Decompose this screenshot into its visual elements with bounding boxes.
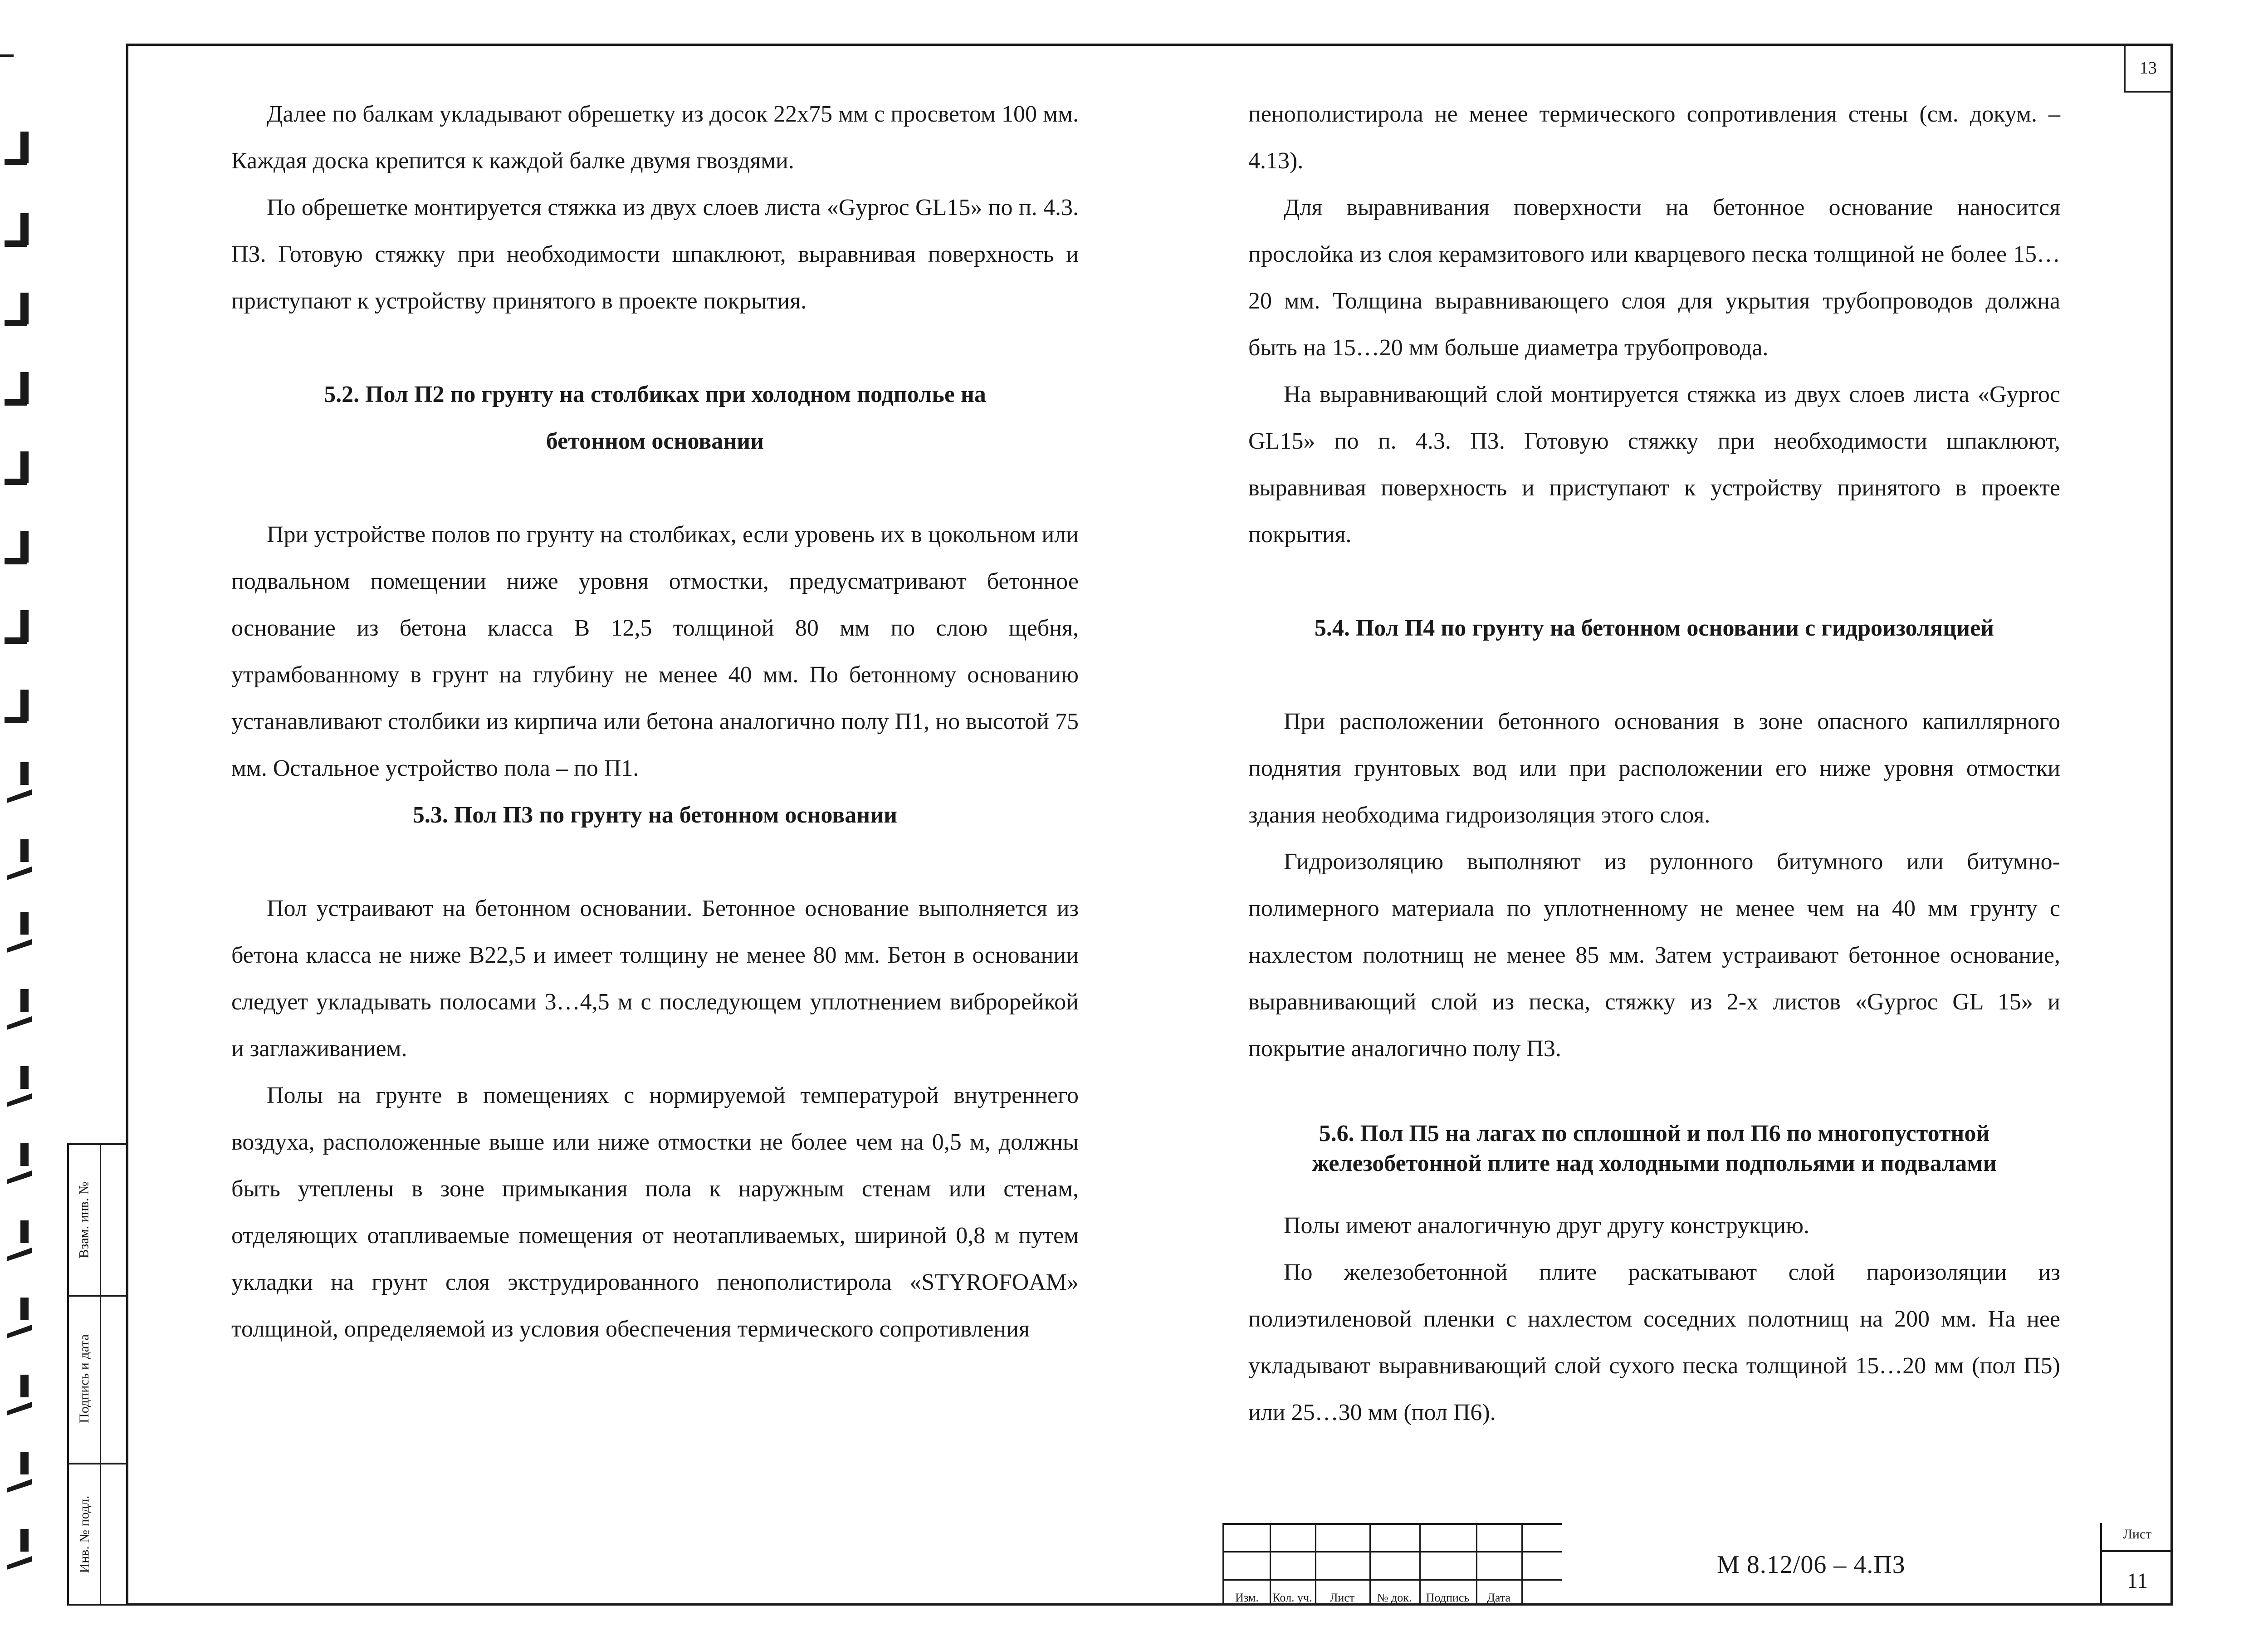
paragraph: По обрешетке монтируется стяжка из двух слоев листа «Gyproc GL15» по п. 4.3. ПЗ. Готовую стяжку при необходимости шпаклюют, выравнивая поверхность и приступают к устройству принятого в проекте покрытия. [231,195,1079,314]
paragraph: На выравнивающий слой монтируется стяжка из двух слоев листа «Gyproc GL15» по п. 4.3. ПЗ. Готовую стяжку при необходимости шпаклюют, выравнивая поверхность и приступают к устройству принятого в проекте покрытия. [1248,382,2060,548]
paragraph: Гидроизоляцию выполняют из рулонного битумного или битумно-полимерного материала по уплотненному не менее чем на 40 мм грунту с нахлестом полотнищ не менее 85 мм. Затем устраивают бетонное основание, выравнивающий слой из песка, стяжку из 2-х листов «Gyproc GL 15» и покрытие аналогично полу П3. [1248,849,2060,1062]
page-number: 13 [2140,59,2157,78]
paragraph: пенополистирола не менее термического сопротивления стены (см. докум. – 4.13). [1248,101,2060,174]
section-heading-5-4: 5.4. Пол П4 по грунту на бетонном основании с гидроизоляцией [1314,615,1994,641]
section-heading-5-2-cont: бетонном основании [546,428,764,454]
paragraph: Для выравнивания поверхности на бетонное основание наносится прослойка из слоя керамзитового или кварцевого песка толщиной не более 15…20 мм. Толщина выравнивающего слоя для укрытия трубопроводов должна быть на 15…20 мм больше диаметра трубопровода. [1248,195,2060,361]
sheet-number: 11 [2126,1569,2148,1593]
side-label-signature-date: Подпись и дата [77,1334,92,1423]
revision-table [1222,1523,1562,1606]
paragraph: При расположении бетонного основания в зоне опасного капиллярного поднятия грунтовых вод или при расположении его ниже уровня отмостки здания необходима гидроизоляция этого слоя. [1248,709,2060,828]
binding-marks [0,36,64,1624]
sheet-number-cell [2100,1523,2173,1606]
header-doc-number: № док. [1377,1591,1412,1604]
section-heading-5-6: 5.6. Пол П5 на лагах по сплошной и пол П6 по многопустотной [1319,1121,1990,1146]
paragraph: Далее по балкам укладывают обрешетку из досок 22х75 мм с просветом 100 мм. Каждая доска крепится к каждой балке двумя гвоздями. [231,101,1079,174]
header-sheet: Лист [1330,1591,1355,1604]
left-column [231,91,1079,1352]
header-date: Дата [1487,1591,1510,1604]
document-code: М 8.12/06 – 4.ПЗ [1717,1551,1906,1579]
paragraph: Полы на грунте в помещениях с нормируемой температурой внутреннего воздуха, расположенные выше или ниже отмостки не более чем на 0,5 м, должны быть утеплены в зоне примыкания пола к наружным стенам или стенам, отделяющих отапливаемые помещения от неотапливаемых, шириной 0,8 м путем укладки на грунт слоя экструдированного пенополистирола «STYROFOAM» толщиной, определяемой из условия обеспечения термического сопротивления [231,1082,1079,1342]
paragraph: Полы имеют аналогичную друг другу конструкцию. [1284,1213,1810,1239]
side-approval-table [67,1143,128,1606]
section-heading-5-2: 5.2. Пол П2 по грунту на столбиках при холодном подполье на [324,382,986,407]
paragraph: По железобетонной плите раскатывают слой пароизоляции из полиэтиленовой пленки с нахлестом соседних полотнищ на 200 мм. На нее укладывают выравнивающий слой сухого песка толщиной 15…20 мм (пол П5) или 25…30 мм (пол П6). [1248,1259,2060,1425]
header-revision: Изм. [1235,1591,1259,1604]
paragraph: При устройстве полов по грунту на столбиках, если уровень их в цокольном или подвальном помещении ниже уровня отмостки, предусматривают бетонное основание из бетона класса В 12,5 толщиной 80 мм по слою щебня, утрамбованному в грунт на глубину не менее 40 мм. По бетонному основанию устанавливают столбики из кирпича или бетона аналогично полу П1, но высотой 75 мм. Остальное устройство пола – по П1. [231,522,1079,781]
section-heading-5-6-cont: железобетонной плите над холодными подпольями и подвалами [1312,1151,1997,1176]
binding-edge [0,36,64,1624]
section-heading-5-3: 5.3. Пол П3 по грунту на бетонном основании [412,802,898,828]
right-column [1248,91,2060,1436]
side-label-original-inv: Инв. № подл. [77,1495,92,1573]
page-number-box [2124,44,2173,93]
header-signature: Подпись [1426,1591,1470,1604]
side-label-replacement: Взам. инв. № [77,1181,92,1259]
sheet-label: Лист [2123,1527,2152,1542]
paragraph: Пол устраивают на бетонном основании. Бетонное основание выполняется из бетона класса не ниже В22,5 и имеет толщину не менее 80 мм. Бетон в основании следует укладывать полосами 3…4,5 м с последующем уплотнением виброрейкой и заглаживанием. [231,896,1079,1062]
title-block-stamp [1222,1523,2173,1606]
header-count: Кол. уч. [1272,1591,1312,1604]
